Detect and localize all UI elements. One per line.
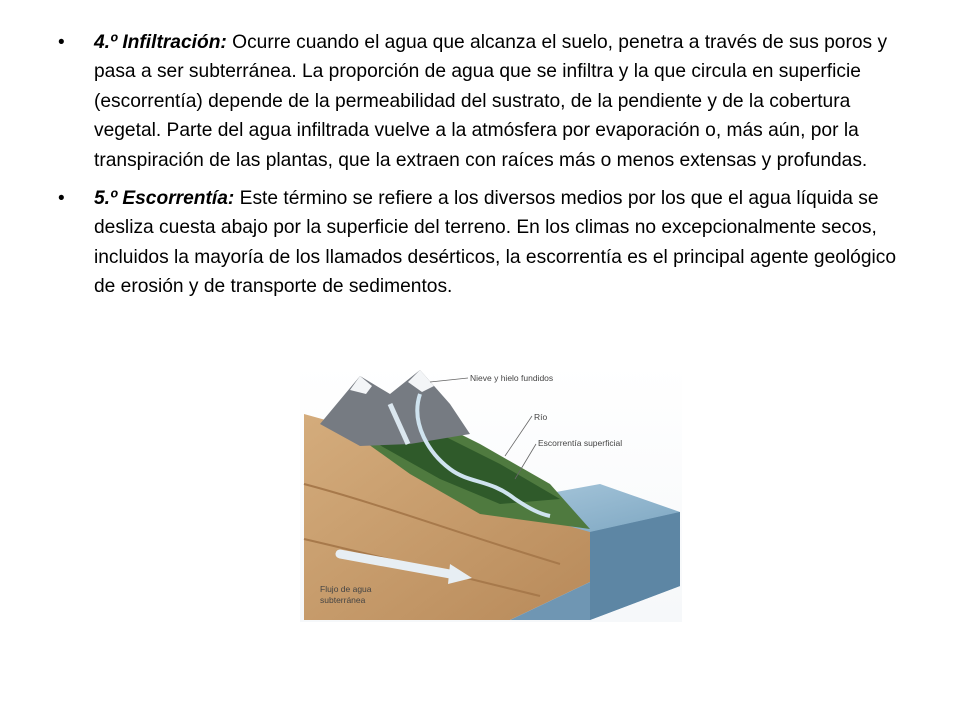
text-infiltracion: Ocurre cuando el agua que alcanza el suelo, penetra a través de sus poros y pasa a ser subterránea. La proporción de agua que se infiltra y la que circula en superficie (escorrentía) depende de la permeabilidad del sustrato, de la pendiente y de la cobertura vegetal. Parte del agua infiltrada vuelve a la atmósfera por evaporación o, más aún, por la transpiración de las plantas, que la extraen con raíces más o menos extensas y profundas. xyxy=(94,32,888,171)
label-groundwater-2: subterránea xyxy=(320,595,366,605)
label-groundwater-1: Flujo de agua xyxy=(320,584,372,594)
term-infiltracion: 4.º Infiltración: xyxy=(94,32,227,53)
bullet-dot: • xyxy=(58,32,65,53)
water-cycle-diagram xyxy=(300,364,682,622)
label-runoff: Escorrentía superficial xyxy=(538,438,623,448)
bullet-dot: • xyxy=(58,188,65,210)
text-escorrentia: Este término se refiere a los diversos medios por los que el agua líquida se desliza cuesta abajo por la superficie del terreno. En los climas no excepcionalmente secos, incluidos la mayoría de los llamados desérticos, la escorrentía es el principal agente geológico de erosión y de transporte de sedimentos. xyxy=(94,188,897,298)
term-escorrentia: 5.º Escorrentía: xyxy=(94,188,235,210)
bullet-list xyxy=(56,28,916,311)
label-snow: Nieve y hielo fundidos xyxy=(470,373,554,383)
bullet-infiltracion xyxy=(56,28,916,175)
terrain-block-illustration xyxy=(300,364,682,622)
label-river: Río xyxy=(534,412,548,422)
bullet-escorrentia xyxy=(56,184,916,302)
